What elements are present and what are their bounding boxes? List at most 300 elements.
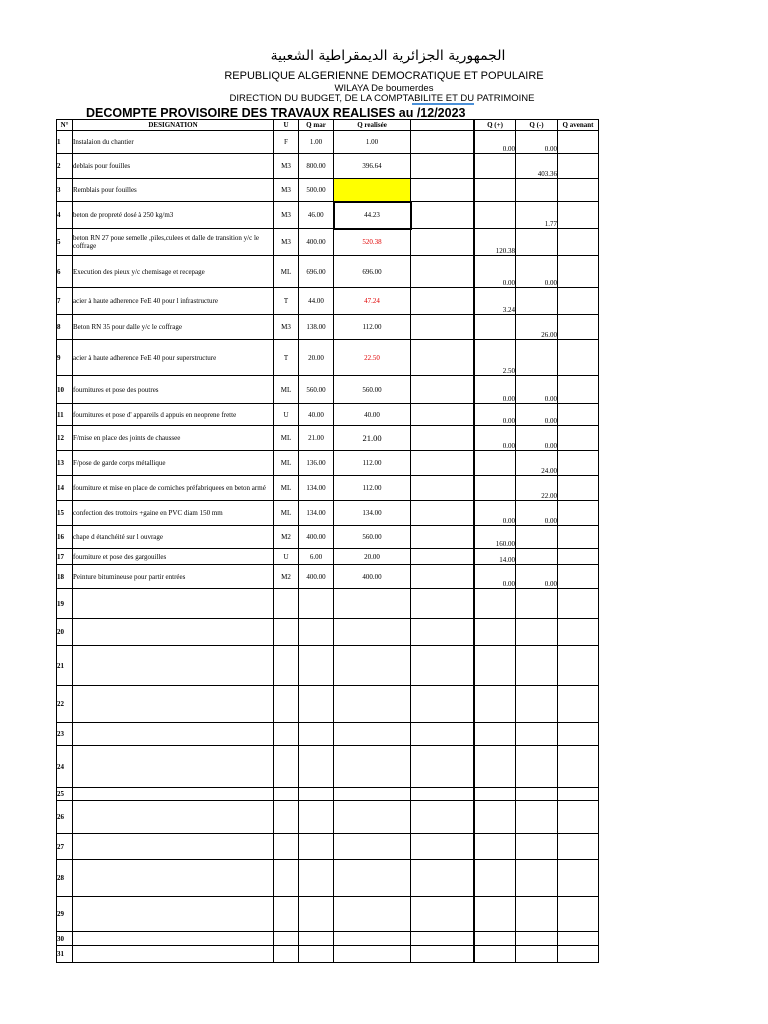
row-q-avenant bbox=[558, 202, 599, 229]
row-q-realisee: 47.24 bbox=[334, 288, 411, 315]
row-q-avenant bbox=[558, 376, 599, 404]
row-q-realisee: 1.00 bbox=[334, 131, 411, 154]
row-blank bbox=[411, 340, 474, 376]
row-blank bbox=[411, 315, 474, 340]
row-q-plus bbox=[475, 589, 516, 619]
row-q-realisee: 696.00 bbox=[334, 256, 411, 288]
row-q-mar: 134.00 bbox=[299, 501, 334, 526]
row-unit: U bbox=[274, 404, 299, 426]
row-q-plus: 2.50 bbox=[475, 340, 516, 376]
row-q-avenant bbox=[558, 256, 599, 288]
row-designation: fourniture et mise en place de corniches préfabriquees en beton armé bbox=[73, 476, 274, 501]
table-row bbox=[57, 723, 599, 746]
row-number: 20 bbox=[57, 619, 73, 646]
row-q-plus bbox=[475, 834, 516, 860]
row-q-plus bbox=[475, 646, 516, 686]
row-q-minus bbox=[516, 549, 558, 565]
row-unit: M2 bbox=[274, 565, 299, 589]
row-q-plus bbox=[475, 202, 516, 229]
row-blank bbox=[411, 131, 474, 154]
row-number: 12 bbox=[57, 426, 73, 451]
row-designation: chape d étanchéité sur l ouvrage bbox=[73, 526, 274, 549]
col-header-unit: U bbox=[274, 120, 299, 131]
table-row bbox=[57, 946, 599, 963]
row-blank bbox=[411, 619, 474, 646]
row-designation bbox=[73, 860, 274, 897]
row-q-plus bbox=[475, 476, 516, 501]
row-number: 24 bbox=[57, 746, 73, 788]
row-q-realisee bbox=[334, 686, 411, 723]
row-unit: M3 bbox=[274, 202, 299, 229]
row-q-realisee bbox=[334, 646, 411, 686]
row-q-avenant bbox=[558, 946, 599, 963]
row-q-plus: 3.24 bbox=[475, 288, 516, 315]
row-number: 15 bbox=[57, 501, 73, 526]
row-q-plus: 0.00 bbox=[475, 404, 516, 426]
row-q-avenant bbox=[558, 501, 599, 526]
row-q-realisee: 396.64 bbox=[334, 154, 411, 179]
table-row bbox=[57, 565, 599, 589]
row-q-minus bbox=[516, 897, 558, 932]
row-q-mar: 400.00 bbox=[299, 229, 334, 256]
row-blank bbox=[411, 860, 474, 897]
row-q-realisee: 20.00 bbox=[334, 549, 411, 565]
row-unit bbox=[274, 619, 299, 646]
row-blank bbox=[411, 746, 474, 788]
col-header-no: N° bbox=[57, 120, 73, 131]
col-header-q-minus: Q (-) bbox=[516, 120, 558, 131]
row-blank bbox=[411, 526, 474, 549]
row-q-minus: 1.77 bbox=[516, 202, 558, 229]
row-q-avenant bbox=[558, 476, 599, 501]
row-blank bbox=[411, 646, 474, 686]
row-blank bbox=[411, 834, 474, 860]
table-row bbox=[57, 860, 599, 897]
row-designation bbox=[73, 646, 274, 686]
col-header-q-avenant: Q avenant bbox=[558, 120, 599, 131]
row-designation: beton RN 27 poue semelle ,piles,culees et dalle de transition y/c le coffrage bbox=[73, 229, 274, 256]
row-unit: F bbox=[274, 131, 299, 154]
row-number: 8 bbox=[57, 315, 73, 340]
row-q-mar: 500.00 bbox=[299, 179, 334, 202]
row-q-realisee bbox=[334, 932, 411, 946]
row-unit bbox=[274, 788, 299, 801]
row-q-avenant bbox=[558, 288, 599, 315]
row-q-plus: 120.38 bbox=[475, 229, 516, 256]
row-q-realisee: 560.00 bbox=[334, 526, 411, 549]
row-unit: ML bbox=[274, 501, 299, 526]
row-q-realisee: 40.00 bbox=[334, 404, 411, 426]
row-q-mar: 6.00 bbox=[299, 549, 334, 565]
row-designation bbox=[73, 619, 274, 646]
col-header-q-realisee: Q realisée bbox=[334, 120, 411, 131]
row-q-mar bbox=[299, 834, 334, 860]
row-number: 26 bbox=[57, 801, 73, 834]
table-row bbox=[57, 451, 599, 476]
table-row bbox=[57, 834, 599, 860]
row-unit bbox=[274, 834, 299, 860]
table-row bbox=[57, 179, 599, 202]
row-q-realisee-highlight bbox=[334, 179, 411, 202]
table-row bbox=[57, 288, 599, 315]
table-row bbox=[57, 202, 599, 229]
row-q-avenant bbox=[558, 565, 599, 589]
row-blank bbox=[411, 686, 474, 723]
row-blank bbox=[411, 426, 474, 451]
row-unit: ML bbox=[274, 376, 299, 404]
row-q-avenant bbox=[558, 646, 599, 686]
row-q-minus: 24.00 bbox=[516, 451, 558, 476]
row-q-realisee bbox=[334, 589, 411, 619]
row-q-realisee bbox=[334, 897, 411, 932]
table-row bbox=[57, 476, 599, 501]
row-q-mar bbox=[299, 788, 334, 801]
row-number: 19 bbox=[57, 589, 73, 619]
row-q-mar bbox=[299, 723, 334, 746]
row-unit: ML bbox=[274, 256, 299, 288]
row-blank bbox=[411, 288, 474, 315]
row-number: 16 bbox=[57, 526, 73, 549]
row-designation: deblais pour fouilles bbox=[73, 154, 274, 179]
row-q-mar bbox=[299, 801, 334, 834]
table-row bbox=[57, 404, 599, 426]
row-unit bbox=[274, 860, 299, 897]
row-designation: Remblais pour fouilles bbox=[73, 179, 274, 202]
row-q-avenant bbox=[558, 686, 599, 723]
row-q-plus: 14.00 bbox=[475, 549, 516, 565]
row-q-mar: 20.00 bbox=[299, 340, 334, 376]
row-q-realisee bbox=[334, 723, 411, 746]
row-blank bbox=[411, 932, 474, 946]
row-q-mar: 46.00 bbox=[299, 202, 334, 229]
row-number: 22 bbox=[57, 686, 73, 723]
row-unit bbox=[274, 801, 299, 834]
header-arabic: الجمهورية الجزائرية الديمقراطية الشعبية bbox=[270, 48, 506, 64]
row-q-mar bbox=[299, 619, 334, 646]
row-q-avenant bbox=[558, 229, 599, 256]
row-number: 28 bbox=[57, 860, 73, 897]
row-q-plus bbox=[475, 315, 516, 340]
row-q-avenant bbox=[558, 723, 599, 746]
row-q-minus: 0.00 bbox=[516, 256, 558, 288]
row-unit: U bbox=[274, 549, 299, 565]
row-unit: M2 bbox=[274, 526, 299, 549]
row-blank bbox=[411, 229, 474, 256]
row-number: 9 bbox=[57, 340, 73, 376]
row-designation: beton de propreté dosé à 250 kg/m3 bbox=[73, 202, 274, 229]
row-blank bbox=[411, 897, 474, 932]
row-number: 29 bbox=[57, 897, 73, 932]
row-q-plus: 0.00 bbox=[475, 426, 516, 451]
row-q-avenant bbox=[558, 131, 599, 154]
row-designation: Peinture bitumineuse pour partir entrées bbox=[73, 565, 274, 589]
row-q-mar bbox=[299, 746, 334, 788]
row-number: 14 bbox=[57, 476, 73, 501]
row-blank bbox=[411, 723, 474, 746]
row-blank bbox=[411, 154, 474, 179]
row-q-mar: 800.00 bbox=[299, 154, 334, 179]
row-q-minus bbox=[516, 746, 558, 788]
row-q-plus bbox=[475, 932, 516, 946]
row-number: 6 bbox=[57, 256, 73, 288]
row-q-avenant bbox=[558, 746, 599, 788]
row-q-minus bbox=[516, 229, 558, 256]
document-title: DECOMPTE PROVISOIRE DES TRAVAUX REALISES au /12/2023 bbox=[86, 106, 466, 120]
table-row bbox=[57, 526, 599, 549]
row-designation: fournitures et pose d' appareils d appuis en neoprene frette bbox=[73, 404, 274, 426]
row-q-plus bbox=[475, 723, 516, 746]
row-q-plus bbox=[475, 154, 516, 179]
row-q-realisee: 44.23 bbox=[334, 202, 411, 229]
row-q-realisee bbox=[334, 788, 411, 801]
row-q-minus bbox=[516, 619, 558, 646]
row-q-minus bbox=[516, 526, 558, 549]
row-q-avenant bbox=[558, 315, 599, 340]
row-designation bbox=[73, 897, 274, 932]
row-q-minus: 22.00 bbox=[516, 476, 558, 501]
row-unit bbox=[274, 897, 299, 932]
row-designation bbox=[73, 589, 274, 619]
row-number: 30 bbox=[57, 932, 73, 946]
row-q-mar bbox=[299, 589, 334, 619]
row-q-minus: 0.00 bbox=[516, 565, 558, 589]
row-designation bbox=[73, 932, 274, 946]
row-q-mar: 400.00 bbox=[299, 565, 334, 589]
table-row bbox=[57, 746, 599, 788]
row-number: 3 bbox=[57, 179, 73, 202]
table-row bbox=[57, 256, 599, 288]
table-row bbox=[57, 897, 599, 932]
row-number: 18 bbox=[57, 565, 73, 589]
col-header-designation: DESIGNATION bbox=[73, 120, 274, 131]
row-designation: F/mise en place des joints de chaussee bbox=[73, 426, 274, 451]
row-q-avenant bbox=[558, 860, 599, 897]
row-q-plus: 0.00 bbox=[475, 501, 516, 526]
row-blank bbox=[411, 256, 474, 288]
row-q-plus: 0.00 bbox=[475, 256, 516, 288]
row-q-avenant bbox=[558, 340, 599, 376]
row-designation bbox=[73, 723, 274, 746]
row-q-mar bbox=[299, 897, 334, 932]
table-header-row bbox=[57, 120, 599, 131]
table-row bbox=[57, 549, 599, 565]
row-q-realisee bbox=[334, 619, 411, 646]
row-number: 17 bbox=[57, 549, 73, 565]
row-q-minus bbox=[516, 589, 558, 619]
row-q-minus: 26.00 bbox=[516, 315, 558, 340]
row-q-minus bbox=[516, 179, 558, 202]
row-q-minus bbox=[516, 646, 558, 686]
row-unit: M3 bbox=[274, 229, 299, 256]
row-q-mar bbox=[299, 686, 334, 723]
row-unit: ML bbox=[274, 426, 299, 451]
row-q-avenant bbox=[558, 179, 599, 202]
table-row bbox=[57, 154, 599, 179]
row-q-mar: 136.00 bbox=[299, 451, 334, 476]
row-q-plus bbox=[475, 860, 516, 897]
table-row bbox=[57, 801, 599, 834]
row-q-minus bbox=[516, 788, 558, 801]
row-q-mar: 44.00 bbox=[299, 288, 334, 315]
row-q-avenant bbox=[558, 451, 599, 476]
header-republic: REPUBLIQUE ALGERIENNE DEMOCRATIQUE ET POPULAIRE bbox=[224, 70, 544, 82]
row-designation: fourniture et pose des gargouilles bbox=[73, 549, 274, 565]
row-q-plus: 0.00 bbox=[475, 131, 516, 154]
row-unit bbox=[274, 686, 299, 723]
table-row bbox=[57, 686, 599, 723]
row-unit: M3 bbox=[274, 154, 299, 179]
row-designation: Beton RN 35 pour dalle y/c le coffrage bbox=[73, 315, 274, 340]
row-designation: F/pose de garde corps métallique bbox=[73, 451, 274, 476]
row-designation bbox=[73, 834, 274, 860]
row-q-minus bbox=[516, 932, 558, 946]
row-q-minus bbox=[516, 686, 558, 723]
table-row bbox=[57, 501, 599, 526]
row-q-avenant bbox=[558, 426, 599, 451]
row-number: 25 bbox=[57, 788, 73, 801]
row-q-minus bbox=[516, 860, 558, 897]
row-q-minus bbox=[516, 288, 558, 315]
row-q-realisee: 560.00 bbox=[334, 376, 411, 404]
row-q-avenant bbox=[558, 801, 599, 834]
row-number: 21 bbox=[57, 646, 73, 686]
row-q-realisee bbox=[334, 834, 411, 860]
row-q-minus bbox=[516, 723, 558, 746]
row-q-plus bbox=[475, 897, 516, 932]
row-number: 27 bbox=[57, 834, 73, 860]
row-designation: confection des trottoirs +gaine en PVC diam 150 mm bbox=[73, 501, 274, 526]
row-q-realisee bbox=[334, 860, 411, 897]
row-number: 13 bbox=[57, 451, 73, 476]
row-blank bbox=[411, 589, 474, 619]
row-q-avenant bbox=[558, 404, 599, 426]
table-row bbox=[57, 788, 599, 801]
row-q-plus bbox=[475, 179, 516, 202]
row-number: 7 bbox=[57, 288, 73, 315]
row-blank bbox=[411, 801, 474, 834]
row-unit: ML bbox=[274, 476, 299, 501]
row-blank bbox=[411, 202, 474, 229]
row-q-avenant bbox=[558, 154, 599, 179]
table-row bbox=[57, 131, 599, 154]
row-unit: M3 bbox=[274, 179, 299, 202]
row-blank bbox=[411, 476, 474, 501]
row-q-avenant bbox=[558, 897, 599, 932]
row-q-minus bbox=[516, 834, 558, 860]
row-designation: acier à haute adherence FeE 40 pour l infrastructure bbox=[73, 288, 274, 315]
row-q-avenant bbox=[558, 589, 599, 619]
row-designation: fournitures et pose des poutres bbox=[73, 376, 274, 404]
row-blank bbox=[411, 376, 474, 404]
row-q-minus: 0.00 bbox=[516, 376, 558, 404]
row-unit: T bbox=[274, 340, 299, 376]
header-wilaya: WILAYA De boumerdes bbox=[334, 83, 434, 94]
table-row bbox=[57, 340, 599, 376]
row-q-plus bbox=[475, 619, 516, 646]
row-q-mar bbox=[299, 860, 334, 897]
row-q-realisee: 22.50 bbox=[334, 340, 411, 376]
row-q-mar: 1.00 bbox=[299, 131, 334, 154]
row-number: 10 bbox=[57, 376, 73, 404]
row-q-mar bbox=[299, 932, 334, 946]
row-blank bbox=[411, 179, 474, 202]
row-q-plus: 160.00 bbox=[475, 526, 516, 549]
table-row bbox=[57, 426, 599, 451]
row-q-minus bbox=[516, 946, 558, 963]
row-q-minus: 0.00 bbox=[516, 426, 558, 451]
row-number: 5 bbox=[57, 229, 73, 256]
row-q-minus bbox=[516, 340, 558, 376]
row-q-realisee: 400.00 bbox=[334, 565, 411, 589]
row-q-mar: 21.00 bbox=[299, 426, 334, 451]
row-q-avenant bbox=[558, 932, 599, 946]
row-q-avenant bbox=[558, 834, 599, 860]
row-q-plus bbox=[475, 451, 516, 476]
row-designation bbox=[73, 686, 274, 723]
table-row bbox=[57, 315, 599, 340]
row-number: 31 bbox=[57, 946, 73, 963]
row-q-mar bbox=[299, 946, 334, 963]
row-q-realisee: 112.00 bbox=[334, 451, 411, 476]
row-q-minus: 403.36 bbox=[516, 154, 558, 179]
row-q-plus: 0.00 bbox=[475, 565, 516, 589]
row-q-mar bbox=[299, 646, 334, 686]
row-blank bbox=[411, 946, 474, 963]
row-unit bbox=[274, 589, 299, 619]
row-q-mar: 560.00 bbox=[299, 376, 334, 404]
row-q-plus bbox=[475, 746, 516, 788]
table-row bbox=[57, 589, 599, 619]
row-unit: M3 bbox=[274, 315, 299, 340]
col-header-blank-1 bbox=[411, 120, 474, 131]
row-q-plus bbox=[475, 801, 516, 834]
row-q-realisee bbox=[334, 946, 411, 963]
row-q-realisee: 520.38 bbox=[334, 229, 411, 256]
table-row bbox=[57, 619, 599, 646]
row-blank bbox=[411, 549, 474, 565]
row-q-mar: 134.00 bbox=[299, 476, 334, 501]
row-q-avenant bbox=[558, 788, 599, 801]
row-q-realisee: 112.00 bbox=[334, 476, 411, 501]
row-q-minus: 0.00 bbox=[516, 131, 558, 154]
row-designation bbox=[73, 788, 274, 801]
direction-underline bbox=[412, 103, 474, 105]
row-designation bbox=[73, 801, 274, 834]
header-direction: DIRECTION DU BUDGET, DE LA COMPTABILITE ET DU PATRIMOINE bbox=[229, 93, 535, 104]
row-unit bbox=[274, 646, 299, 686]
row-q-mar: 696.00 bbox=[299, 256, 334, 288]
row-blank bbox=[411, 788, 474, 801]
row-number: 1 bbox=[57, 131, 73, 154]
row-blank bbox=[411, 451, 474, 476]
decompte-table bbox=[56, 119, 599, 963]
row-designation: Execution des pieux y/c chemisage et recepage bbox=[73, 256, 274, 288]
row-number: 4 bbox=[57, 202, 73, 229]
row-q-avenant bbox=[558, 549, 599, 565]
row-unit bbox=[274, 746, 299, 788]
row-number: 2 bbox=[57, 154, 73, 179]
row-q-minus bbox=[516, 801, 558, 834]
row-q-plus bbox=[475, 946, 516, 963]
row-unit bbox=[274, 723, 299, 746]
row-q-realisee bbox=[334, 746, 411, 788]
table-row bbox=[57, 376, 599, 404]
row-q-plus bbox=[475, 788, 516, 801]
row-designation: Instalaion du chantier bbox=[73, 131, 274, 154]
row-blank bbox=[411, 404, 474, 426]
col-header-q-mar: Q mar bbox=[299, 120, 334, 131]
row-unit: T bbox=[274, 288, 299, 315]
